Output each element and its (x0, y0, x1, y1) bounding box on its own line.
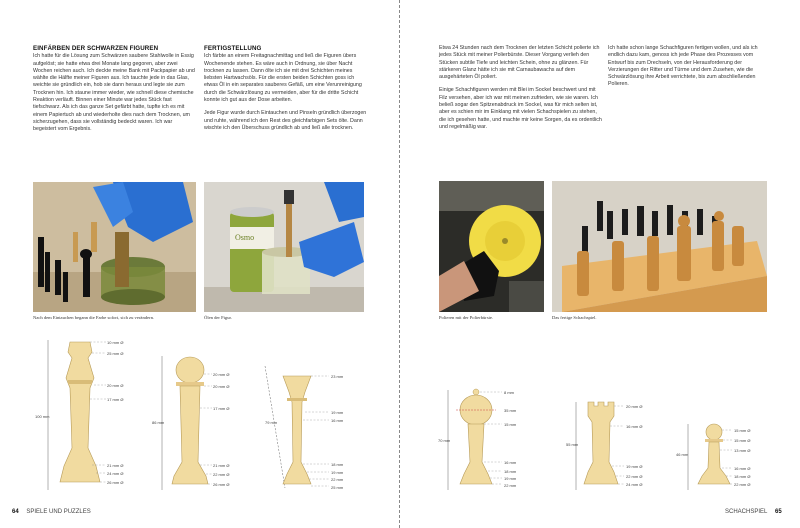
page-fold (399, 0, 400, 528)
dim-label: 21 mm Ø (107, 463, 124, 468)
paragraph: Jede Figur wurde durch Eintauchen und Pinseln gründlich überzogen und ruhte, während ich den Rest des gleichfarbigen Sets ölte. Dann wischte ich den Überschuss gründlich ab und ließ alle trocknen. (204, 110, 367, 131)
section-name: SCHACHSPIEL (725, 509, 768, 515)
dim-label: 16 mm (331, 418, 344, 423)
dim-label: 13 mm Ø (734, 448, 751, 453)
footer-left (12, 509, 91, 515)
diagram-piece-86 (150, 352, 250, 494)
dim-label: 19 mm (331, 470, 344, 475)
dim-label: 26 mm Ø (107, 480, 124, 485)
photo-caption: Nach dem Eintauchen begann die Farbe sofort, sich zu verändern. (33, 315, 155, 320)
photo-caption: Polieren mit der Polierbürste. (439, 315, 494, 320)
diagram-bishop (436, 386, 546, 494)
diagram-pawn (672, 420, 768, 494)
section-heading: FERTIGSTELLUNG (204, 45, 262, 52)
dim-label: 24 mm Ø (107, 471, 124, 476)
dim-label: 17 mm Ø (107, 397, 124, 402)
dim-label: 26 mm Ø (213, 482, 230, 487)
dim-label: 16 mm (504, 460, 517, 465)
paragraph: Ich hatte schon lange Schachfiguren fertigen wollen, und als ich endlich dazu kam, genoss ich jede Phase des Prozesses vom Entwurf bis zum Drechseln, von der Herausforderung der Verzierungen der Ritter und Türme und dem Zusehen, wie die Schwärzlösung ihre Arbeit verrichtete, bis zum abschließenden Polieren. (608, 45, 758, 88)
dim-label: 16 mm Ø (734, 466, 751, 471)
dim-label: 24 mm Ø (626, 482, 643, 487)
photo-polishing (439, 181, 544, 312)
photo-oiling (204, 182, 364, 312)
paragraph: Einige Schachfiguren werden mit Blei im Sockel beschwert und mit Filz versehen, aber ich war mit meinen zufrieden, wie sie waren. Ich beließ sogar den Spitzenabdruck im Sockel, was für mich selten ist, aber es schien mir im Einklang mit vielen Schachspielen zu stehen, die ich gesehen hatte, und machte mir keine Sorgen, da es ordentlich und regelmäßig war. (439, 87, 602, 130)
text-column-4 (608, 45, 771, 95)
dim-label: 15 mm (504, 422, 517, 427)
dim-label: 20 mm Ø (107, 383, 124, 388)
paragraph: Etwa 24 Stunden nach dem Trocknen der letzten Schicht polierte ich jedes Stück mit meiner Polierbürste. Dieser Vorgang verlieh den Stücken subtile Tiefe und leichten Schein, ohne zu glänzen. Für stärkeren Glanz hätte ich sie mit Carnaubawachs auf dem ausgehärteten Öl poliert. (439, 45, 600, 81)
text-column-2 (204, 45, 367, 138)
text-column-1 (33, 45, 196, 140)
king-height-label: 100 mm (35, 414, 50, 419)
dim-label: 20 mm Ø (626, 404, 643, 409)
photo-dipping (33, 182, 196, 312)
dim-label: 16 mm Ø (626, 424, 643, 429)
dim-label: 8 mm (504, 390, 514, 395)
photo-caption: Ölen der Figur. (204, 315, 232, 320)
bishop-height-label: 70 mm (438, 438, 451, 443)
dim-label: 23 mm (331, 374, 344, 379)
dim-label: 19 mm (504, 476, 517, 481)
paragraph: Ich färbte an einem Freitagnachmittag und ließ die Figuren übers Wochenende stehen. Es wäre auch in Ordnung, sie über Nacht trocknen zu lassen. Dann ölte ich sie mit drei Schichten meines liebsten Hartwachsöls. Für die ersten beiden Schichten goss ich etwas Öl in ein separates sauberes Gefäß, um eine Verunreinigung durch die Schwärzlösung zu vermeiden, aber für die dritte Schicht konnte ich gut aus der Dose arbeiten. (204, 53, 362, 104)
rook-height-label: 55 mm (566, 442, 579, 447)
dim-label: 35 mm (504, 408, 517, 413)
diagram-king (30, 338, 140, 494)
dim-label: 25 mm Ø (107, 351, 124, 356)
dim-label: 22 mm (504, 483, 517, 488)
dim-label: 22 mm Ø (213, 472, 230, 477)
pawn-height-label: 46 mm (676, 452, 689, 457)
dim-label: 10 mm Ø (107, 340, 124, 345)
photo-finished-set (552, 181, 767, 312)
dim-label: 18 mm Ø (734, 474, 751, 479)
dim-label: 21 mm Ø (213, 463, 230, 468)
dim-label: 22 mm Ø (626, 474, 643, 479)
dim-label: 19 mm (331, 410, 344, 415)
dim-label: 18 mm (331, 462, 344, 467)
text-column-3 (439, 45, 603, 137)
page-number: 64 (12, 509, 19, 515)
dim-label: 20 mm Ø (213, 372, 230, 377)
paragraph: Ich hatte für die Lösung zum Schwärzen saubere Stahlwolle in Essig aufgelöst; sie hatte etwa drei Monate lang gegoren, aber zwei Wochen reichen auch. Ich deckte meine Bank mit Packpapier ab und wählte die Hälfte meiner Figuren aus. Ich tauchte jede in das Glas, weichte sie gründlich ein, hob sie dann heraus und legte sie zum Trocknen hin. Ich staune immer wieder, wie schnell diese chemische Reaktion verläuft. Binnen einer Minute war jedes Stück fast tiefschwarz. Als ich das ganze Set gefärbt hatte, tupfte ich es mit einem Papiertuch ab und wiederholte dies nach dem Trocknen, um sicherzugehen, dass sie vollständig bedeckt waren. Ich war begeistert vom Ergebnis. (33, 53, 195, 133)
dim-label: 18 mm (504, 469, 517, 474)
dim-label: 22 mm Ø (734, 482, 751, 487)
dim-label: 17 mm Ø (213, 406, 230, 411)
piece-height-label: 86 mm (152, 420, 165, 425)
section-heading: EINFÄRBEN DER SCHWARZEN FIGUREN (33, 45, 159, 52)
dim-label: 19 mm Ø (626, 464, 643, 469)
dim-label: 25 mm (331, 485, 344, 490)
footer-right (725, 509, 782, 515)
dim-label: 22 mm (331, 477, 344, 482)
dim-label: 15 mm Ø (734, 438, 751, 443)
dim-label: 20 mm Ø (213, 384, 230, 389)
diagram-piece-79 (255, 362, 365, 494)
dim-label: 15 mm Ø (734, 428, 751, 433)
page-number: 65 (775, 509, 782, 515)
piece-height-label: 79 mm (265, 420, 278, 425)
can-label: Osmo (235, 233, 255, 242)
diagram-rook (566, 398, 656, 494)
photo-caption: Das fertige Schachspiel. (552, 315, 597, 320)
section-name: SPIELE UND PUZZLES (26, 509, 91, 515)
